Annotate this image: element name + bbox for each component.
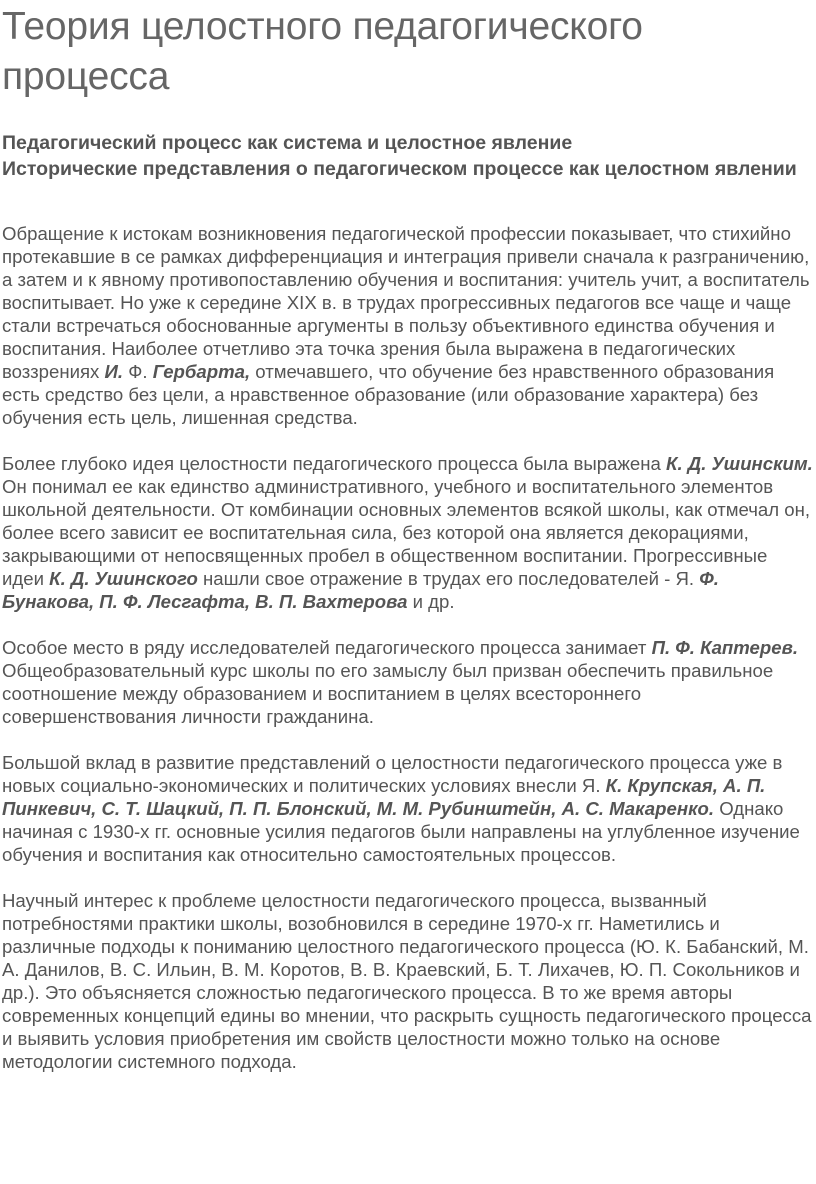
- author-names-followers: Ф. Бунакова, П. Ф. Лесгафта, В. П. Вахтерова: [2, 568, 719, 612]
- section-heading: Педагогический процесс как система и целостное явление: [2, 132, 573, 154]
- author-names-soviet: К. Крупская, А. П. Пинкевич, С. Т. Шацкий, П. П. Блонский, М. М. Рубинштейн, А. С. Макаренко.: [2, 775, 766, 819]
- paragraph-2-text-c: Он понимал ее как единство административного, учебного и воспитательного элементов школьной деятельности. От комбинации основных элементов всякой школы, как отмечал он, более всего зависит ее воспитательная сила, без которой она является декорациями, закрывающими от непосвященных пробел в общественном воспитании. Прогрессивные идеи: [2, 476, 811, 589]
- author-name-kapterev: П. Ф. Каптерев.: [651, 637, 798, 658]
- paragraph-1-text-c: Ф.: [123, 361, 153, 382]
- paragraph-5: Научный интерес к проблеме целостности педагогического процесса, вызванный потребностями практики школы, возобновился в середине 1970-х гг. Наметились и различные подходы к пониманию целостного педагогического процесса (Ю. К. Бабанский, М. А. Данилов, В. С. Ильин, В. М. Коротов, В. В. Краевский, Б. Т. Лихачев, Ю. П. Сокольников и др.). Это объясняется сложностью педагогического процесса. В то же время авторы современных концепций едины во мнении, что раскрыть сущность педагогического процесса и выявить условия приобретения им свойств целостности можно только на основе методологии системного подхода.: [2, 890, 812, 1072]
- paragraph-2-text-d: нашли свое отражение в трудах его последователей - Я.: [197, 568, 700, 589]
- paragraph-4-text-a: Большой вклад в развитие представлений о целостности педагогического процесса уже в новых социально-экономических и политических условиях внесли Я.: [2, 752, 783, 796]
- paragraph-3-text-a: Особое место в ряду исследователей педагогического процесса занимает: [2, 637, 652, 658]
- author-name-ushinsky-2: К. Д. Ушинского: [49, 568, 198, 589]
- paragraph-2-text-e: и др.: [407, 591, 455, 612]
- paragraph-4: [2, 751, 814, 866]
- paragraph-2-text-a: Более глубоко идея целостности педагогического процесса была выражена: [2, 453, 667, 474]
- page-title: Теория целостного педагогического процесса: [2, 5, 643, 98]
- paragraph-1: [2, 222, 814, 429]
- author-name-herbart: Гербарта,: [152, 361, 251, 382]
- author-name-ushinsky-1: К. Д. Ушинским.: [666, 453, 813, 474]
- subsection-heading: Исторические представления о педагогическом процессе как целостном явлении: [2, 158, 797, 180]
- subtitle-block: [2, 130, 814, 182]
- paragraph-2: [2, 452, 814, 613]
- paragraph-3: [2, 636, 814, 728]
- paragraph-4-text-c: Однако начиная с 1930-х гг. основные усилия педагогов были направлены на углубленное изучение обучения и воспитания как относительно самостоятельных процессов.: [2, 798, 800, 865]
- paragraph-1-text-a: Обращение к истокам возникновения педагогической профессии показывает, что стихийно протекавшие в се рамках дифференциация и интеграция привели сначала к разграничению, а затем и к явному противопоставлению обучения и воспитания: учитель учит, а воспитатель воспитывает. Но уже к середине XIX в. в трудах прогрессивных педагогов все чаще и чаще стали встречаться обоснованные аргументы в пользу объективного единства обучения и воспитания. Наиболее отчетливо эта точка зрения была выражена в педагогических воззрениях: [2, 223, 810, 382]
- author-name-herbart-initial: И.: [104, 361, 124, 382]
- paragraph-1-text-d: отмечавшего, что обучение без нравственного образования есть средство без цели, а нравственное образование (или образование характера) без обучения есть цель, лишенная средства.: [2, 361, 775, 428]
- paragraph-3-text-c: Общеобразовательный курс школы по его замыслу был призван обеспечить правильное соотношение между образованием и воспитанием в целях всестороннего совершенствования личности гражданина.: [2, 660, 774, 727]
